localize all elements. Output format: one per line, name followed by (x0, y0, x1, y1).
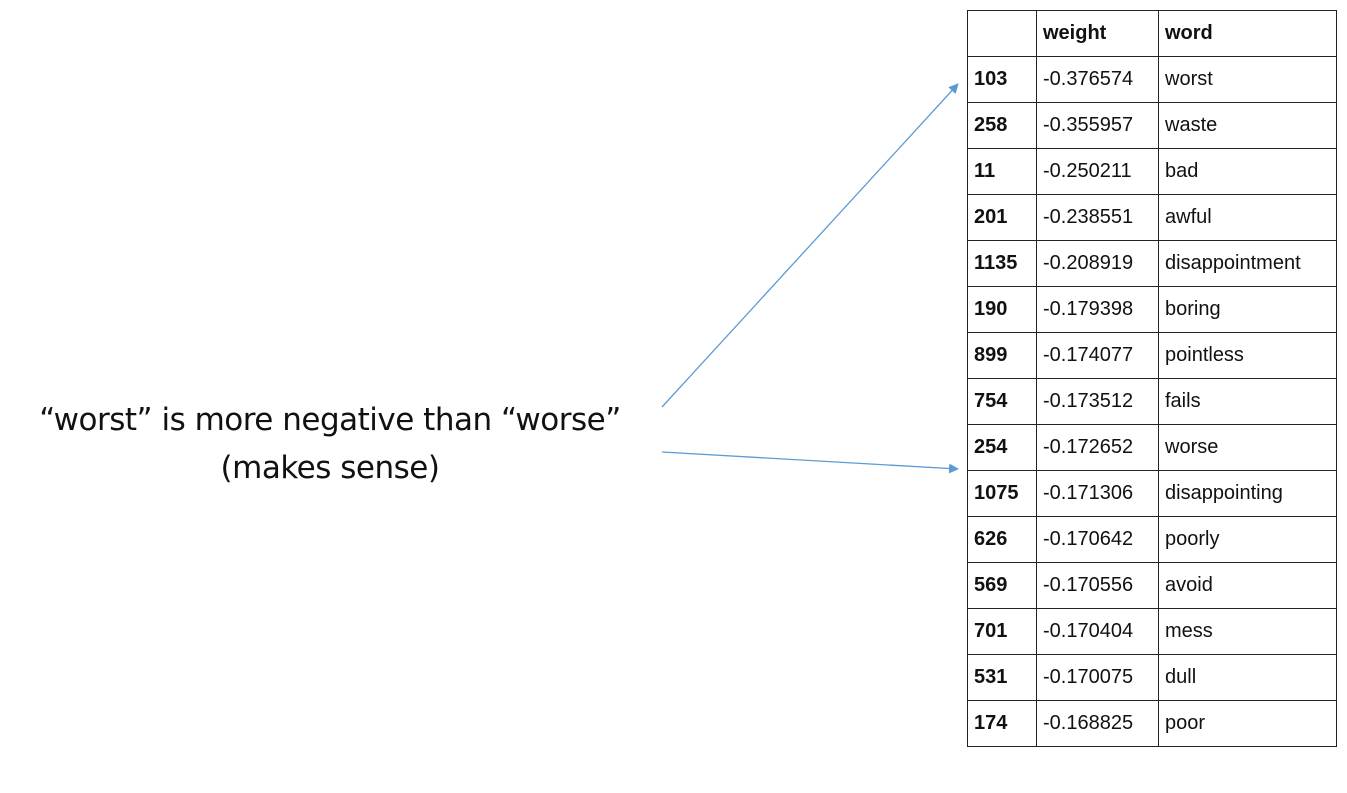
row-index: 11 (968, 149, 1037, 195)
row-weight: -0.250211 (1037, 149, 1159, 195)
row-word: worse (1159, 425, 1337, 471)
row-index: 254 (968, 425, 1037, 471)
row-index: 201 (968, 195, 1037, 241)
table-row (968, 103, 1337, 149)
row-weight: -0.179398 (1037, 287, 1159, 333)
table-row (968, 57, 1337, 103)
row-index: 626 (968, 517, 1037, 563)
row-index: 531 (968, 655, 1037, 701)
row-index: 258 (968, 103, 1037, 149)
table-row (968, 241, 1337, 287)
arrow-to-worst (662, 84, 958, 407)
row-word: waste (1159, 103, 1337, 149)
weights-table (967, 10, 1337, 747)
row-weight: -0.173512 (1037, 379, 1159, 425)
row-weight: -0.355957 (1037, 103, 1159, 149)
row-weight: -0.238551 (1037, 195, 1159, 241)
row-index: 174 (968, 701, 1037, 747)
row-index: 701 (968, 609, 1037, 655)
row-word: awful (1159, 195, 1337, 241)
table-row (968, 287, 1337, 333)
table-row (968, 149, 1337, 195)
row-weight: -0.174077 (1037, 333, 1159, 379)
table-row (968, 609, 1337, 655)
row-word: mess (1159, 609, 1337, 655)
row-weight: -0.172652 (1037, 425, 1159, 471)
row-index: 190 (968, 287, 1037, 333)
row-word: avoid (1159, 563, 1337, 609)
row-index: 1075 (968, 471, 1037, 517)
table-row (968, 425, 1337, 471)
row-index: 1135 (968, 241, 1037, 287)
row-word: worst (1159, 57, 1337, 103)
annotation-text (10, 396, 650, 492)
row-word: boring (1159, 287, 1337, 333)
row-word: poorly (1159, 517, 1337, 563)
row-index: 103 (968, 57, 1037, 103)
row-word: disappointment (1159, 241, 1337, 287)
header-index (968, 11, 1037, 57)
table-row (968, 517, 1337, 563)
row-weight: -0.168825 (1037, 701, 1159, 747)
arrow-to-worse (662, 452, 958, 469)
table-row (968, 655, 1337, 701)
row-word: dull (1159, 655, 1337, 701)
header-weight: weight (1037, 11, 1159, 57)
row-index: 754 (968, 379, 1037, 425)
row-weight: -0.208919 (1037, 241, 1159, 287)
table-row (968, 379, 1337, 425)
row-word: fails (1159, 379, 1337, 425)
row-weight: -0.170404 (1037, 609, 1159, 655)
row-index: 569 (968, 563, 1037, 609)
row-weight: -0.171306 (1037, 471, 1159, 517)
table-header-row (968, 11, 1337, 57)
row-weight: -0.170075 (1037, 655, 1159, 701)
header-word: word (1159, 11, 1337, 57)
table-row (968, 195, 1337, 241)
row-word: disappointing (1159, 471, 1337, 517)
row-weight: -0.376574 (1037, 57, 1159, 103)
row-weight: -0.170642 (1037, 517, 1159, 563)
table-row (968, 471, 1337, 517)
annotation-line-1: “worst” is more negative than “worse” (39, 402, 621, 438)
table-row (968, 333, 1337, 379)
table-row (968, 701, 1337, 747)
row-word: pointless (1159, 333, 1337, 379)
row-weight: -0.170556 (1037, 563, 1159, 609)
row-word: bad (1159, 149, 1337, 195)
row-index: 899 (968, 333, 1037, 379)
row-word: poor (1159, 701, 1337, 747)
annotation-line-2: (makes sense) (220, 450, 440, 486)
table-row (968, 563, 1337, 609)
